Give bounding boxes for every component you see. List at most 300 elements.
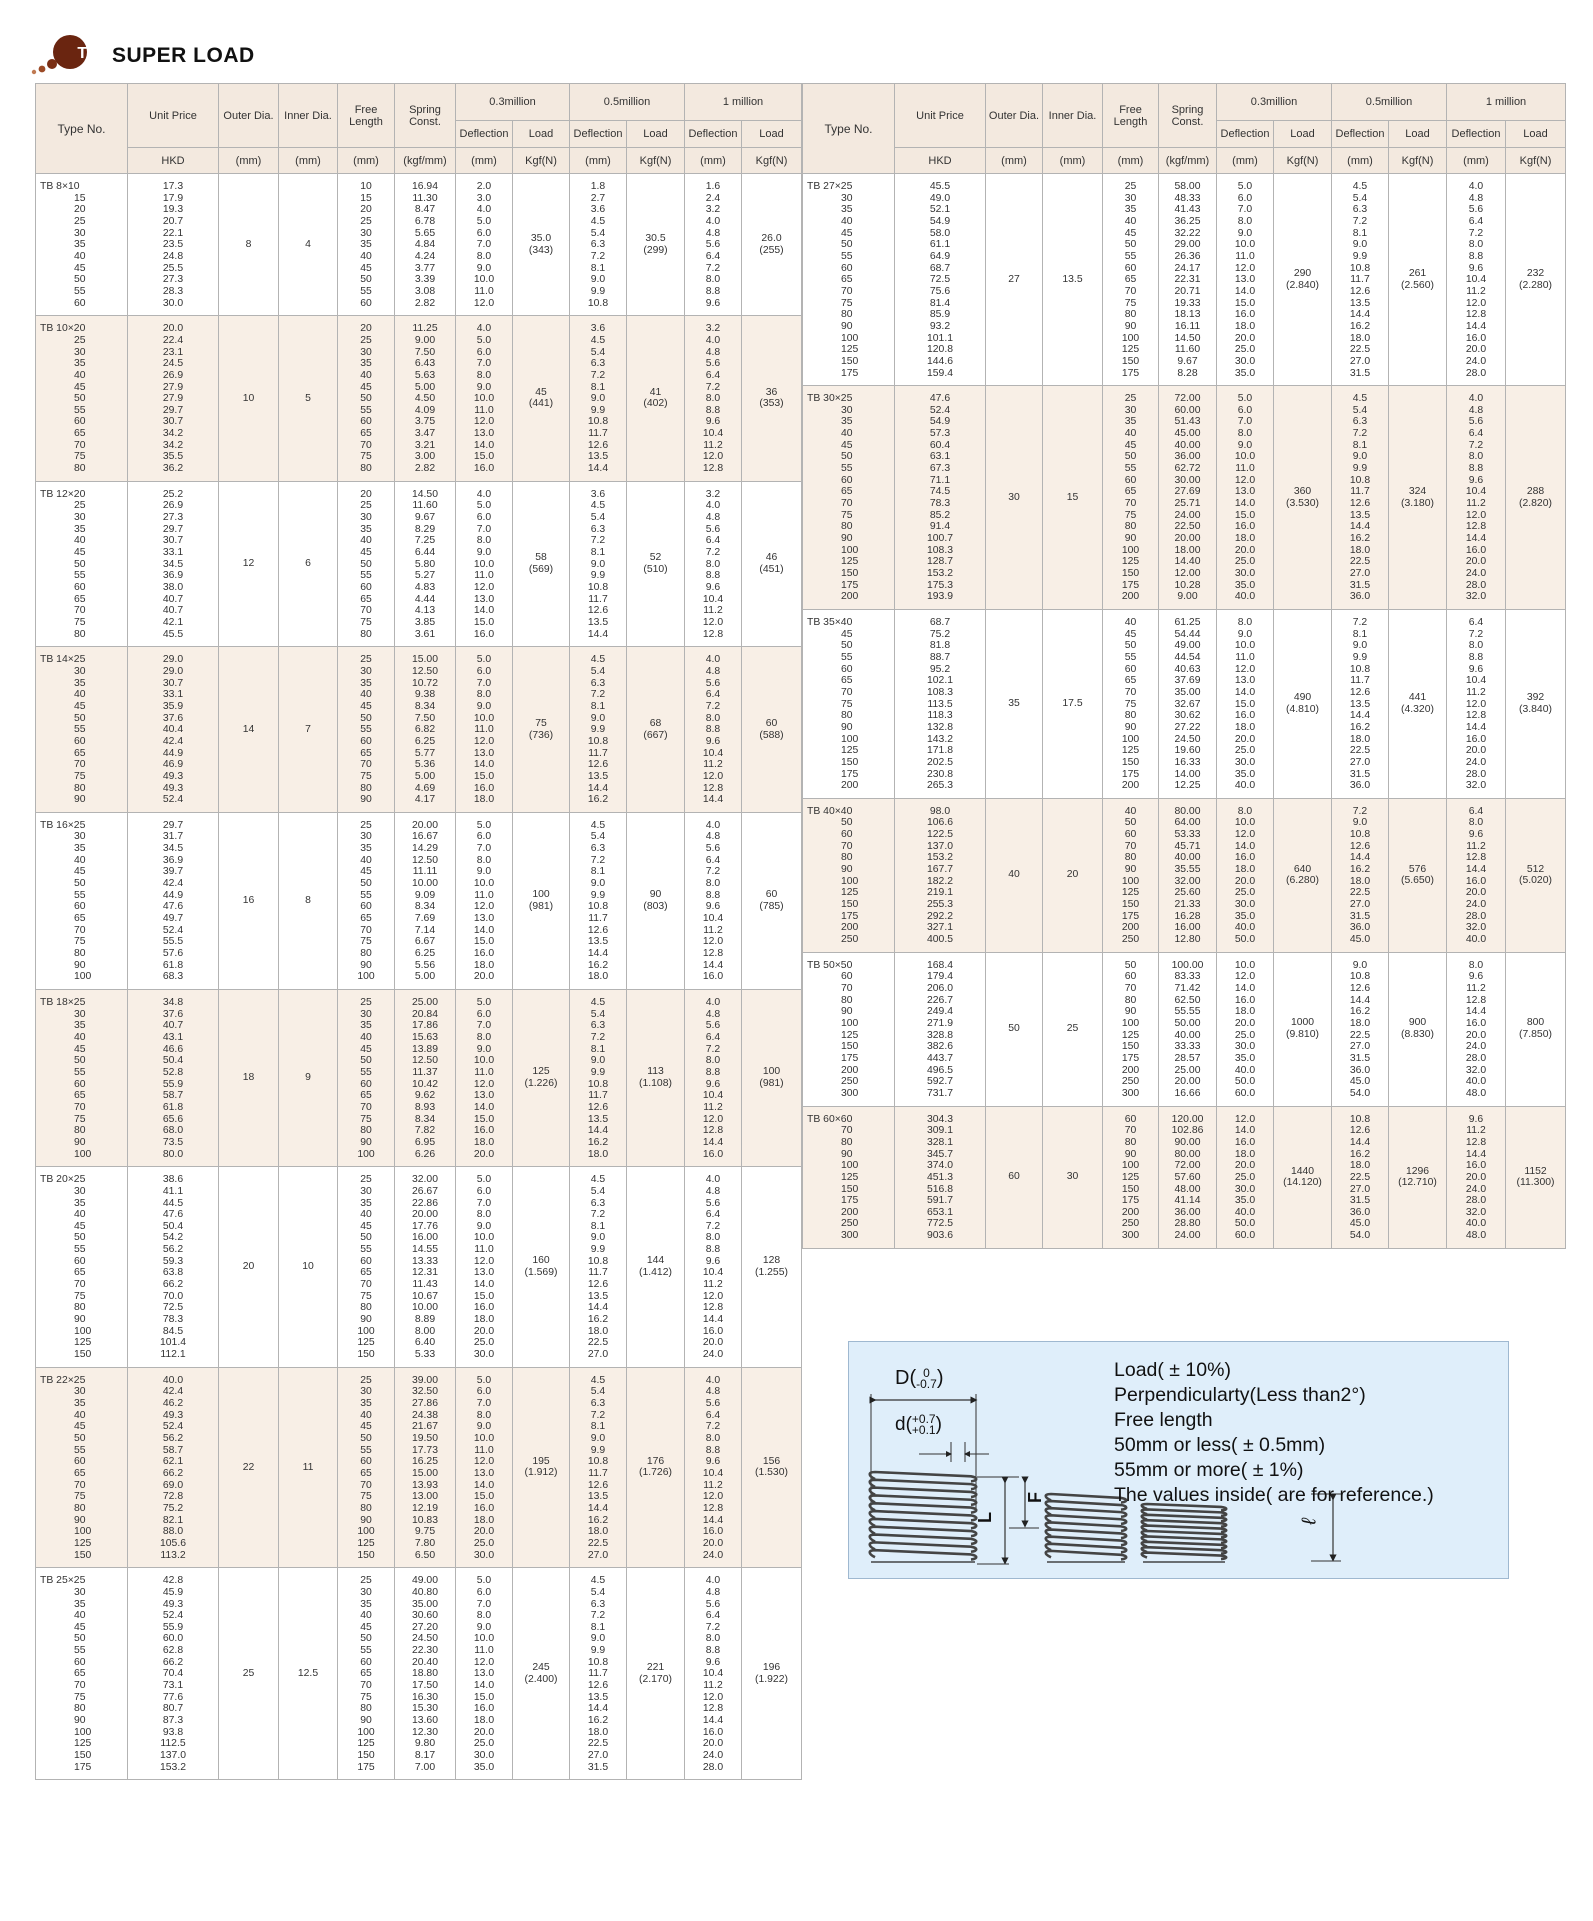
col-type-no: Type No. xyxy=(36,84,128,174)
cell-value: 63.8 xyxy=(162,1267,184,1279)
cell-value: 150 xyxy=(1121,355,1140,367)
cell-value: 50.0 xyxy=(1234,934,1256,946)
cell-value: 13.5 xyxy=(1349,297,1371,309)
cell-value: 61.1 xyxy=(929,239,951,251)
cell-value: 55.9 xyxy=(162,1621,184,1633)
deflection-05-cell xyxy=(570,481,627,647)
cell-value: 25 xyxy=(360,334,372,346)
type-name: TB 50×50 xyxy=(807,959,853,971)
cell-value: 33.1 xyxy=(162,689,184,701)
cell-value: 10.0 xyxy=(473,558,495,570)
deflection-1-cell xyxy=(685,1568,742,1780)
cell-value: 5.4 xyxy=(1352,404,1368,416)
cell-value: 11.7 xyxy=(588,913,608,925)
cell-value: 33.33 xyxy=(1174,1041,1201,1053)
cell-value: 5.0 xyxy=(476,1374,492,1386)
cell-value: 12.0 xyxy=(473,1255,495,1267)
free-length-cell xyxy=(338,812,395,989)
cell-value: 85.9 xyxy=(929,309,951,321)
cell-value: 7.2 xyxy=(705,381,721,393)
load-newton: (569) xyxy=(528,564,554,576)
cell-value: 9.0 xyxy=(476,866,492,878)
cell-value: 35.0 xyxy=(1234,367,1256,379)
cell-value: 68.7 xyxy=(929,262,951,274)
cell-value: 44.5 xyxy=(162,1197,184,1209)
cell-value: 36.2 xyxy=(162,463,184,475)
deflection-1-cell xyxy=(1447,386,1506,610)
col-deflection: Deflection xyxy=(570,121,627,148)
type-length: 50 xyxy=(74,274,86,286)
cell-value: 55 xyxy=(360,1645,372,1657)
cell-value: 5.00 xyxy=(414,971,436,983)
cell-value: 17.76 xyxy=(411,1220,438,1232)
cell-value: 11.0 xyxy=(474,285,494,297)
cell-value: 101.4 xyxy=(159,1337,186,1349)
load-newton: (2.280) xyxy=(1519,279,1552,291)
load-value: 261 xyxy=(1408,267,1427,279)
col-deflection: Deflection xyxy=(1447,121,1506,148)
cell-value: 90 xyxy=(360,1314,372,1326)
cell-value: 8.8 xyxy=(705,1066,721,1078)
cell-value: 105.6 xyxy=(159,1537,186,1549)
cell-value: 45 xyxy=(360,1220,372,1232)
cell-value: 9.6 xyxy=(1468,663,1484,675)
cell-value: 52.4 xyxy=(162,794,184,806)
cell-value: 22.5 xyxy=(1349,556,1371,568)
cell-value: 125 xyxy=(357,1337,375,1349)
cell-value: 18.0 xyxy=(587,1325,609,1337)
cell-value: 18.0 xyxy=(587,1526,609,1538)
span-label: ℓ xyxy=(1298,1518,1321,1525)
spring-const-cell xyxy=(1159,798,1217,952)
cell-value: 52.1 xyxy=(929,204,951,216)
cell-value: 70 xyxy=(360,1680,372,1692)
col-unit-price: Unit Price xyxy=(128,84,219,148)
cell-value: 5.56 xyxy=(414,959,436,971)
load-newton: (785) xyxy=(759,900,784,912)
cell-value: 10.8 xyxy=(587,901,609,913)
cell-value: 12.0 xyxy=(702,936,724,948)
cell-value: 45 xyxy=(1124,227,1137,239)
cell-value: 9.0 xyxy=(590,1633,606,1645)
cell-value: 29.00 xyxy=(1174,239,1201,251)
table-body xyxy=(36,174,802,1780)
cell-value: 18.00 xyxy=(1174,544,1201,556)
cell-value: 9.00 xyxy=(1177,591,1198,603)
table-body xyxy=(803,174,1566,1249)
type-length: 15 xyxy=(74,192,86,204)
cell-value: 10.00 xyxy=(411,1302,438,1314)
cell-value: 9.9 xyxy=(590,1066,606,1078)
cell-value: 230.8 xyxy=(926,768,953,780)
cell-value: 45.5 xyxy=(162,628,184,640)
cell-value: 9.6 xyxy=(705,416,721,428)
cell-value: 4.8 xyxy=(1468,192,1484,204)
load-1-cell xyxy=(1506,798,1566,952)
type-length: 35 xyxy=(74,523,86,535)
note-line: Free length xyxy=(1114,1409,1213,1431)
cell-value: 32.0 xyxy=(1465,922,1487,934)
cell-value: 11.0 xyxy=(1235,250,1255,262)
cell-value: 7.0 xyxy=(476,1197,492,1209)
load-03-cell xyxy=(513,990,570,1167)
table-row xyxy=(36,647,802,813)
type-length: 40 xyxy=(74,854,86,866)
cell-value: 50 xyxy=(360,274,372,286)
type-length: 25 xyxy=(74,215,86,227)
cell-value: 30.60 xyxy=(411,1610,438,1622)
cell-value: 14.4 xyxy=(702,959,724,971)
cell-value: 9.67 xyxy=(414,512,436,524)
col-deflection: Deflection xyxy=(685,121,742,148)
cell-value: 9.0 xyxy=(476,262,492,274)
cell-value: 8.0 xyxy=(476,535,492,547)
cell-value: 6.0 xyxy=(476,512,492,524)
cell-value: 12.0 xyxy=(702,1113,724,1125)
deflection-1-cell xyxy=(1447,952,1506,1106)
inner-dia-value: 30 xyxy=(1066,1171,1079,1183)
cell-value: 32.0 xyxy=(1465,1206,1487,1218)
cell-value: 60.0 xyxy=(162,1633,184,1645)
table-row xyxy=(803,798,1566,952)
cell-value: 200 xyxy=(1121,591,1140,603)
cell-value: 25 xyxy=(360,997,372,1008)
cell-value: 16.0 xyxy=(1465,733,1487,745)
cell-value: 4.0 xyxy=(1468,181,1484,192)
deflection-05-cell xyxy=(570,990,627,1167)
cell-value: 22.5 xyxy=(1349,1029,1371,1041)
cell-value: 11.7 xyxy=(588,1668,608,1680)
cell-value: 31.5 xyxy=(587,1761,609,1773)
cell-value: 8.89 xyxy=(414,1314,436,1326)
cell-value: 12.8 xyxy=(702,782,724,794)
cell-value: 60 xyxy=(360,582,372,593)
cell-value: 25.0 xyxy=(473,1738,495,1750)
type-length: 35 xyxy=(74,1197,86,1209)
cell-value: 14.4 xyxy=(587,1302,609,1314)
cell-value: 4.5 xyxy=(590,654,606,666)
cell-value: 300 xyxy=(1121,1230,1140,1242)
type-length: 40 xyxy=(841,215,853,227)
type-length: 60 xyxy=(841,663,853,675)
cell-value: 51.43 xyxy=(1174,416,1201,428)
deflection-03-cell xyxy=(1217,952,1274,1106)
cell-value: 18.0 xyxy=(587,1726,609,1738)
cell-value: 6.3 xyxy=(590,239,606,251)
type-length: 150 xyxy=(841,756,859,768)
cell-value: 16.0 xyxy=(473,1302,495,1314)
cell-value: 16.0 xyxy=(1234,309,1256,321)
cell-value: 4.8 xyxy=(705,346,721,358)
cell-value: 54.0 xyxy=(1349,1230,1371,1242)
type-length: 100 xyxy=(74,1325,92,1337)
inner-dia-cell xyxy=(279,316,338,482)
cell-value: 9.0 xyxy=(1237,628,1253,640)
cell-value: 5.6 xyxy=(1468,416,1484,428)
cell-value: 6.95 xyxy=(414,1136,436,1148)
load-value: 160 xyxy=(532,1255,550,1267)
cell-value: 35.0 xyxy=(473,1761,495,1773)
type-length: 90 xyxy=(841,1148,853,1160)
cell-value: 3.00 xyxy=(414,451,436,463)
cell-value: 25 xyxy=(360,654,372,666)
cell-value: 8.34 xyxy=(414,1113,436,1125)
spring-const-cell xyxy=(395,316,456,482)
cell-value: 6.3 xyxy=(590,1197,606,1209)
cell-value: 4.0 xyxy=(705,1174,721,1186)
cell-value: 78.3 xyxy=(929,498,951,510)
cell-value: 28.0 xyxy=(1465,579,1487,591)
cell-value: 80.0 xyxy=(162,1148,184,1160)
load-newton: (1.530) xyxy=(755,1467,788,1479)
cell-value: 20.0 xyxy=(1465,344,1487,356)
type-length: 125 xyxy=(74,1738,92,1750)
cell-value: 4.0 xyxy=(705,654,721,666)
cell-value: 6.4 xyxy=(705,689,721,701)
cell-value: 16.2 xyxy=(1349,864,1371,876)
cell-value: 30 xyxy=(360,1008,372,1020)
cell-value: 72.00 xyxy=(1174,393,1201,405)
type-length: 30 xyxy=(74,1386,86,1398)
cell-value: 75.2 xyxy=(162,1502,184,1514)
cell-value: 55 xyxy=(360,724,372,736)
type-length: 60 xyxy=(841,829,853,841)
cell-value: 22.86 xyxy=(411,1197,438,1209)
type-length: 65 xyxy=(841,675,853,687)
cell-value: 27.0 xyxy=(1349,899,1371,911)
cell-value: 13.0 xyxy=(473,593,495,605)
cell-value: 8.17 xyxy=(414,1750,436,1762)
cell-value: 26.36 xyxy=(1174,250,1201,262)
cell-value: 20.71 xyxy=(1174,285,1201,297)
cell-value: 20.00 xyxy=(411,1209,438,1221)
deflection-05-cell xyxy=(1332,386,1389,610)
cell-value: 16.2 xyxy=(1349,1006,1371,1018)
cell-value: 10.0 xyxy=(473,393,495,405)
cell-value: 13.5 xyxy=(587,1113,609,1125)
cell-value: 125 xyxy=(357,1738,375,1750)
inner-dia-cell xyxy=(1043,174,1103,386)
load-value: 144 xyxy=(646,1255,665,1267)
cell-value: 13.5 xyxy=(1349,698,1371,710)
type-length: 50 xyxy=(841,640,853,652)
type-length: 60 xyxy=(74,1456,86,1468)
cell-value: 34.2 xyxy=(162,428,184,440)
col-deflection: Deflection xyxy=(456,121,513,148)
cell-value: 12.6 xyxy=(1349,285,1371,297)
cell-value: 9.9 xyxy=(590,889,606,901)
cell-value: 24.8 xyxy=(162,250,184,262)
load-newton: (1.108) xyxy=(639,1078,672,1090)
cell-value: 374.0 xyxy=(926,1160,953,1172)
cell-value: 4.8 xyxy=(705,1386,721,1398)
type-length: 60 xyxy=(74,901,86,913)
cell-value: 9.9 xyxy=(590,1645,606,1657)
cell-value: 65 xyxy=(360,913,372,925)
cell-value: 36.00 xyxy=(1174,451,1201,463)
cell-value: 8.0 xyxy=(705,1633,721,1645)
type-cell xyxy=(36,647,128,813)
type-length: 80 xyxy=(841,852,853,864)
cell-value: 12.0 xyxy=(473,1078,495,1090)
cell-value: 175 xyxy=(1121,910,1140,922)
cell-value: 12.6 xyxy=(1349,686,1371,698)
free-length-cell xyxy=(1103,609,1159,798)
cell-value: 90 xyxy=(360,1136,372,1148)
cell-value: 11.7 xyxy=(588,428,608,440)
cell-value: 12.0 xyxy=(1234,474,1256,486)
cell-value: 14.0 xyxy=(473,605,495,617)
type-length: 75 xyxy=(74,1691,86,1703)
cell-value: 35 xyxy=(360,843,372,855)
type-length: 60 xyxy=(74,1656,86,1668)
cell-value: 11.30 xyxy=(412,192,438,204)
type-length: 80 xyxy=(74,948,86,960)
cell-value: 143.2 xyxy=(926,733,953,745)
cell-value: 11.7 xyxy=(588,593,608,605)
cell-value: 70 xyxy=(1124,840,1137,852)
cell-value: 25 xyxy=(360,215,372,227)
cell-value: 9.6 xyxy=(1468,1113,1484,1125)
cell-value: 903.6 xyxy=(926,1230,953,1242)
cell-value: 16.67 xyxy=(411,831,438,843)
cell-value: 14.4 xyxy=(702,1136,724,1148)
cell-value: 52.8 xyxy=(162,1066,184,1078)
cell-value: 7.2 xyxy=(705,1043,721,1055)
col-load: Load xyxy=(1506,121,1566,148)
cell-value: 13.5 xyxy=(587,616,609,628)
cell-value: 14.0 xyxy=(473,924,495,936)
unit-mm: (mm) xyxy=(338,148,395,174)
coil-turn xyxy=(870,1550,977,1559)
cell-value: 516.8 xyxy=(926,1183,953,1195)
cell-value: 327.1 xyxy=(926,922,953,934)
type-length: 80 xyxy=(74,1125,86,1137)
cell-value: 12.0 xyxy=(473,297,495,309)
cell-value: 72.00 xyxy=(1174,1160,1201,1172)
cell-value: 30.00 xyxy=(1174,474,1201,486)
cell-value: 35.0 xyxy=(1234,579,1256,591)
cell-value: 7.0 xyxy=(476,1398,492,1409)
price-cell xyxy=(895,386,986,610)
cell-value: 175 xyxy=(1121,768,1140,780)
cell-value: 14.4 xyxy=(702,1715,724,1727)
cell-value: 20.0 xyxy=(1234,1160,1256,1172)
col-free-length: Free Length xyxy=(1103,84,1159,148)
cell-value: 65 xyxy=(360,593,372,605)
cell-value: 81.4 xyxy=(929,297,951,309)
cell-value: 25.0 xyxy=(473,1337,495,1349)
cell-value: 90 xyxy=(1124,721,1137,733)
unit-mm: (mm) xyxy=(279,148,338,174)
cell-value: 5.6 xyxy=(705,1020,721,1032)
cell-value: 4.44 xyxy=(414,593,436,605)
cell-value: 12.8 xyxy=(702,1125,724,1137)
cell-value: 14.4 xyxy=(587,1502,609,1514)
cell-value: 14.4 xyxy=(1465,533,1487,545)
cell-value: 30.0 xyxy=(1234,899,1256,911)
cell-value: 45 xyxy=(360,547,372,559)
type-length: 70 xyxy=(74,439,86,451)
load-newton: (5.020) xyxy=(1519,875,1552,887)
unit-mm: (mm) xyxy=(456,148,513,174)
cell-value: 12.8 xyxy=(1465,309,1487,321)
deflection-05-cell xyxy=(1332,1106,1389,1248)
cell-value: 6.0 xyxy=(476,665,492,677)
type-length: 90 xyxy=(841,721,853,733)
cell-value: 8.0 xyxy=(476,1031,492,1043)
cell-value: 7.2 xyxy=(705,262,721,274)
cell-value: 6.0 xyxy=(476,1185,492,1197)
load-value: 221 xyxy=(646,1662,665,1674)
cell-value: 98.0 xyxy=(929,805,951,817)
cell-value: 18.0 xyxy=(1349,544,1371,556)
cell-value: 40 xyxy=(360,1610,372,1622)
cell-value: 16.2 xyxy=(587,794,609,806)
cell-value: 9.6 xyxy=(1468,971,1484,983)
load-value: 60 xyxy=(765,717,778,729)
spring-const-cell xyxy=(395,1167,456,1368)
load-newton: (1.922) xyxy=(755,1673,788,1685)
cell-value: 12.0 xyxy=(702,770,724,782)
cell-value: 17.73 xyxy=(411,1444,438,1456)
unit-kgf-n: Kgf(N) xyxy=(742,148,802,174)
cell-value: 12.0 xyxy=(1465,509,1487,521)
cell-value: 12.0 xyxy=(473,901,495,913)
load-newton: (14.120) xyxy=(1283,1177,1322,1189)
price-cell xyxy=(128,174,219,316)
cell-value: 15.0 xyxy=(473,1491,495,1503)
cell-value: 5.33 xyxy=(414,1349,436,1361)
cell-value: 12.30 xyxy=(411,1726,438,1738)
cell-value: 14.55 xyxy=(411,1244,438,1256)
cell-value: 6.0 xyxy=(476,227,492,239)
cell-value: 125 xyxy=(1121,887,1140,899)
cell-value: 18.0 xyxy=(473,1136,495,1148)
cell-value: 25.0 xyxy=(1234,745,1256,757)
cell-value: 16.0 xyxy=(1234,994,1256,1006)
cell-value: 12.6 xyxy=(1349,840,1371,852)
cell-value: 9.9 xyxy=(590,285,606,297)
cell-value: 57.60 xyxy=(1174,1171,1201,1183)
cell-value: 12.19 xyxy=(411,1502,438,1514)
cell-value: 6.26 xyxy=(414,1148,436,1160)
cell-value: 28.3 xyxy=(162,285,184,297)
cell-value: 20.00 xyxy=(1174,533,1201,545)
outer-dia-value: 8 xyxy=(245,238,252,250)
type-length: 75 xyxy=(74,936,86,948)
cell-value: 8.8 xyxy=(1468,463,1484,475)
load-value: 360 xyxy=(1293,485,1312,497)
cell-value: 11.7 xyxy=(1350,675,1370,687)
cell-value: 40 xyxy=(1124,215,1137,227)
cell-value: 30.0 xyxy=(1234,568,1256,579)
load-1-cell xyxy=(742,647,802,813)
cell-value: 80 xyxy=(1124,521,1137,533)
cell-value: 10.83 xyxy=(411,1514,438,1526)
load-newton: (803) xyxy=(643,900,668,912)
cell-value: 25.60 xyxy=(1174,887,1201,899)
spring-const-cell xyxy=(395,812,456,989)
cell-value: 12.8 xyxy=(702,628,724,640)
cell-value: 7.80 xyxy=(414,1537,436,1549)
deflection-03-cell xyxy=(1217,174,1274,386)
cell-value: 14.4 xyxy=(1465,864,1487,876)
deflection-03-cell xyxy=(456,316,513,482)
price-cell xyxy=(128,316,219,482)
cell-value: 16.0 xyxy=(1465,544,1487,556)
cell-value: 20.0 xyxy=(473,971,495,983)
